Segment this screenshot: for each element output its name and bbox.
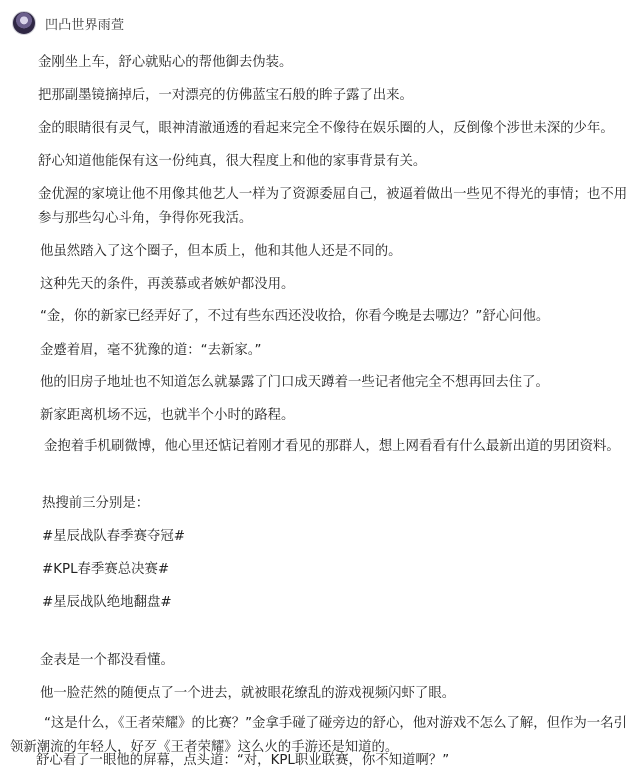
paragraph: 他虽然踏入了这个圈子，但本质上，他和其他人还是不同的。 <box>40 244 402 259</box>
paragraph: 金蹙着眉，毫不犹豫的道：“去新家。” <box>40 343 262 358</box>
paragraph: “金，你的新家已经弄好了，不过有些东西还没收拾，你看今晚是去哪边？”舒心问他。 <box>40 309 550 324</box>
paragraph: 他的旧房子地址也不知道怎么就暴露了门口成天蹲着一些记者他完全不想再回去住了。 <box>40 375 549 390</box>
paragraph: “这是什么，《王者荣耀》的比赛？”金拿手碰了碰旁边的舒心，他对游戏不怎么了解，但作为一名引领新潮流的年轻人，好歹《王者荣耀》这么火的手游还是知道的。 <box>10 716 627 755</box>
paragraph: 舒心知道他能保有这一份纯真，很大程度上和他的家事背景有关。 <box>38 154 427 169</box>
avatar[interactable] <box>12 11 36 35</box>
paragraph-text: 金优渥的家境让他不用像其他艺人一样为了资源委屈自己，被逼着做出一些见不得光的事情；也不用参与那些勾心斗角，争得你死我活。 <box>38 187 628 226</box>
paragraph: 热搜前三分别是： <box>42 496 150 511</box>
hashtag: #星辰战队春季赛夺冠# <box>42 529 185 544</box>
paragraph: 舒心看了一眼他的屏幕，点头道：“对，KPL职业联赛，你不知道啊？” <box>36 753 450 768</box>
paragraph <box>38 183 630 231</box>
paragraph: 金抱着手机刷微博，他心里还惦记着刚才看见的那群人，想上网看看有什么最新出道的男团资料。 <box>44 439 620 454</box>
article-body <box>0 46 640 768</box>
post-header <box>0 0 640 46</box>
paragraph: 金刚坐上车，舒心就贴心的帮他御去伪装。 <box>38 55 293 70</box>
paragraph: 把那副墨镜摘掉后，一对漂亮的仿佛蓝宝石般的眸子露了出来。 <box>38 88 413 103</box>
paragraph: 金表是一个都没看懂。 <box>40 653 174 668</box>
author-name[interactable]: 凹凸世界雨萱 <box>45 17 125 33</box>
paragraph: 这种先天的条件，再羡慕或者嫉妒都没用。 <box>40 277 295 292</box>
hashtag: #星辰战队绝地翻盘# <box>42 595 172 610</box>
paragraph: 他一脸茫然的随便点了一个进去，就被眼花缭乱的游戏视频闪虾了眼。 <box>40 686 456 701</box>
hashtag: #KPL春季赛总决赛# <box>42 562 170 577</box>
paragraph: 新家距离机场不远，也就半个小时的路程。 <box>40 408 295 423</box>
paragraph: 金的眼睛很有灵气，眼神清澈通透的看起来完全不像待在娱乐圈的人，反倒像个涉世未深的少年。 <box>38 121 614 136</box>
